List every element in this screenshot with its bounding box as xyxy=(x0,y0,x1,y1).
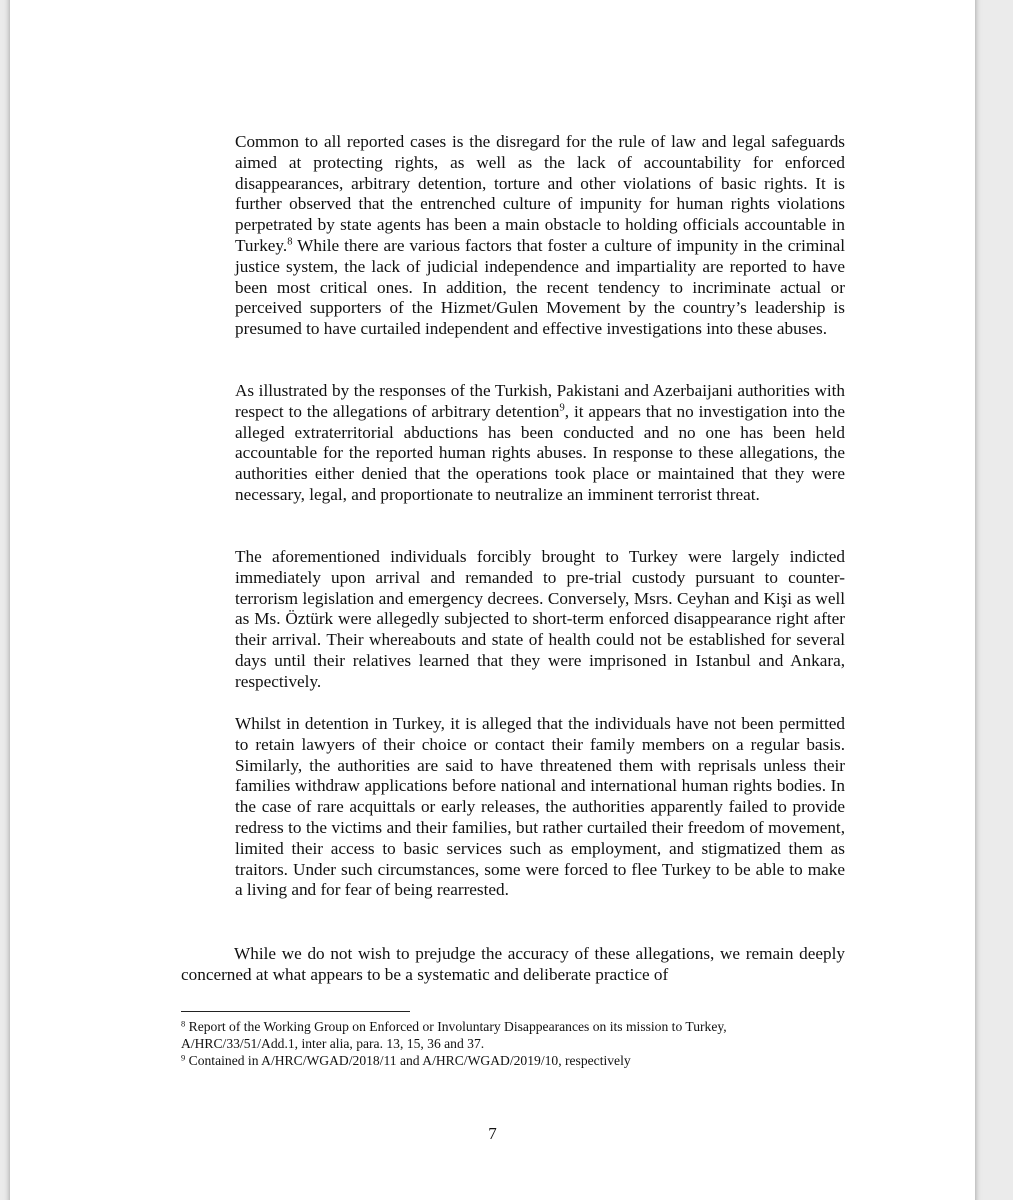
paragraph-responses xyxy=(235,381,845,506)
footnote-9 xyxy=(181,1052,845,1069)
footnote-reference-9[interactable]: 9 xyxy=(559,402,565,414)
footnotes xyxy=(181,1018,845,1069)
paragraph-concern: While we do not wish to prejudge the accuracy of these allegations, we remain deeply concerned at what appears to be a systematic and deliberate practice of xyxy=(181,944,845,984)
footnote-text: Report of the Working Group on Enforced or Involuntary Disappearances on its mission to Turkey, A/HRC/33/51/Add.1, inter alia, para. 13, 15, 36 and 37. xyxy=(181,1019,727,1051)
footnote-marker: 9 xyxy=(181,1052,186,1063)
paragraph-indictments: The aforementioned individuals forcibly brought to Turkey were largely indicted immediately upon arrival and remanded to pre-trial custody pursuant to counter-terrorism legislation and emergency decrees. Conversely, Msrs. Ceyhan and Kişi as well as Ms. Öztürk were allegedly subjected to short-term enforced disappearance right after their arrival. Their whereabouts and state of health could not be established for several days until their relatives learned that they were imprisoned in Istanbul and Ankara, respectively. xyxy=(235,547,845,691)
footnote-separator xyxy=(181,1011,410,1012)
document-page xyxy=(10,0,975,1200)
footnote-text: Contained in A/HRC/WGAD/2018/11 and A/HRC/WGAD/2019/10, respectively xyxy=(185,1053,631,1068)
paragraph-text: Common to all reported cases is the disregard for the rule of law and legal safeguards aimed at protecting rights, as well as the lack of accountability for enforced disappearances, arbitrary detention, torture and other violations of basic rights. It is further observed that the entrenched culture of impunity for human rights violations perpetrated by state agents has been a main obstacle to holding officials accountable in Turkey. xyxy=(235,132,845,255)
footnote-marker: 8 xyxy=(181,1018,186,1029)
paragraph-accountability xyxy=(235,132,845,340)
paragraph-text: While there are various factors that foster a culture of impunity in the criminal justice system, the lack of judicial independence and impartiality are reported to have been most critical ones. In addition, the recent tendency to incriminate actual or perceived supporters of the Hizmet/Gulen Movement by the country’s leadership is presumed to have curtailed independent and effective investigations into these abuses. xyxy=(235,235,845,339)
footnote-8 xyxy=(181,1018,845,1052)
paragraph-text: , it appears that no investigation into the alleged extraterritorial abductions has been conducted and no one has been held accountable for the reported human rights abuses. In response to these allegations, the authorities either denied that the operations took place or maintained that they were necessary, legal, and proportionate to neutralize an imminent terrorist threat. xyxy=(235,401,845,504)
paragraph-text: As illustrated by the responses of the Turkish, Pakistani and Azerbaijani authorities with respect to the allegations of arbitrary detention xyxy=(235,381,845,421)
page-number: 7 xyxy=(488,1124,497,1143)
paragraph-detention: Whilst in detention in Turkey, it is alleged that the individuals have not been permitted to retain lawyers of their choice or contact their family members on a regular basis. Similarly, the authorities are said to have threatened them with reprisals unless their families withdraw applications before national and international human rights bodies. In the case of rare acquittals or early releases, the authorities apparently failed to provide redress to the victims and their families, but rather curtailed their freedom of movement, limited their access to basic services such as employment, and stigmatized them as traitors. Under such circumstances, some were forced to flee Turkey to be able to make a living and for fear of being rearrested. xyxy=(235,714,845,900)
footnote-reference-8[interactable]: 8 xyxy=(287,236,293,248)
